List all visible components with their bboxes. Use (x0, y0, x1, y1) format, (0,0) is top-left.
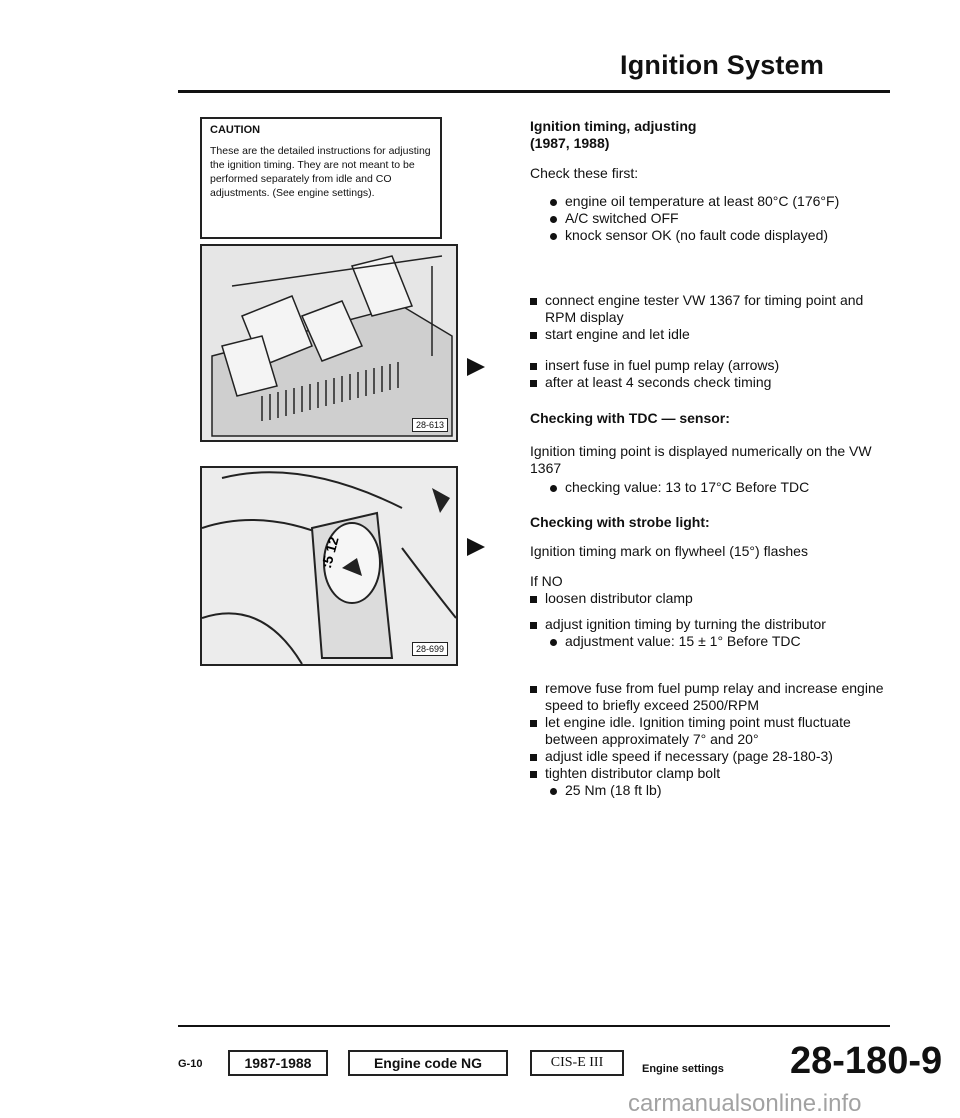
strobe-text: Ignition timing mark on flywheel (15°) flashes (530, 543, 808, 559)
prechecks-list (530, 193, 890, 244)
list-item: loosen distributor clamp (530, 590, 890, 607)
steps-list-3 (530, 680, 890, 799)
tdc-text: Ignition timing point is displayed numerically on the VW 1367 (530, 443, 872, 476)
list-item: insert fuse in fuel pump relay (arrows) (530, 357, 890, 374)
header-rule (178, 90, 890, 93)
caution-box (200, 117, 442, 239)
figure-fuse-relay-panel (200, 244, 458, 442)
steps-list-2 (530, 357, 890, 391)
list-item: 25 Nm (18 ft lb) (530, 782, 890, 799)
page-number: 28-180-9 (790, 1040, 943, 1082)
footer-section-label: Engine settings (642, 1063, 724, 1075)
list-item: adjust idle speed if necessary (page 28-180-3) (530, 748, 890, 765)
list-item: A/C switched OFF (530, 210, 890, 227)
svg-text::5 12: :5 12 (317, 534, 342, 570)
list-item: adjust ignition timing by turning the distributor (530, 616, 890, 633)
pointer-arrow-icon (467, 538, 485, 556)
adjust-block (530, 616, 890, 650)
footer-engine-box: Engine code NG (348, 1050, 508, 1076)
list-item: after at least 4 seconds check timing (530, 374, 890, 391)
intro-text: Check these first: (530, 165, 639, 181)
caution-text: These are the detailed instructions for adjusting the ignition timing. They are not meant to be performed separately from idle and CO adjustments. (See engine settings). (210, 145, 431, 199)
list-item: remove fuse from fuel pump relay and increase engine speed to briefly exceed 2500/RPM (530, 680, 890, 714)
figure-flywheel-timing-mark (200, 466, 458, 666)
list-item: let engine idle. Ignition timing point must fluctuate between approximately 7° and 20° (530, 714, 890, 748)
list-item: adjustment value: 15 ± 1° Before TDC (530, 633, 890, 650)
list-item: engine oil temperature at least 80°C (176°F) (530, 193, 890, 210)
footer-left-code: G-10 (178, 1058, 203, 1070)
list-item: knock sensor OK (no fault code displayed) (530, 227, 890, 244)
section-heading: Ignition timing, adjusting (1987, 1988) (530, 118, 697, 151)
steps-list-1 (530, 292, 890, 343)
pointer-arrow-icon (467, 358, 485, 376)
if-no-block (530, 573, 890, 607)
tdc-check: checking value: 13 to 17°C Before TDC (530, 479, 890, 496)
page-header-title: Ignition System (620, 50, 825, 80)
caution-title: CAUTION (210, 124, 261, 136)
list-item: start engine and let idle (530, 326, 890, 343)
relay-panel-illustration (202, 246, 456, 440)
flywheel-illustration (202, 468, 456, 664)
figure-label: 28-613 (412, 418, 448, 432)
footer-system-box: CIS-E III (530, 1050, 624, 1076)
watermark: carmanualsonline.info (628, 1090, 862, 1117)
footer-years-box: 1987-1988 (228, 1050, 328, 1076)
figure-label: 28-699 (412, 642, 448, 656)
footer-rule (178, 1025, 890, 1027)
list-item: connect engine tester VW 1367 for timing point and RPM display (530, 292, 890, 326)
strobe-heading: Checking with strobe light: (530, 514, 710, 530)
if-no-label: If NO (530, 573, 563, 589)
tdc-heading: Checking with TDC — sensor: (530, 410, 730, 426)
list-item: tighten distributor clamp bolt (530, 765, 890, 782)
